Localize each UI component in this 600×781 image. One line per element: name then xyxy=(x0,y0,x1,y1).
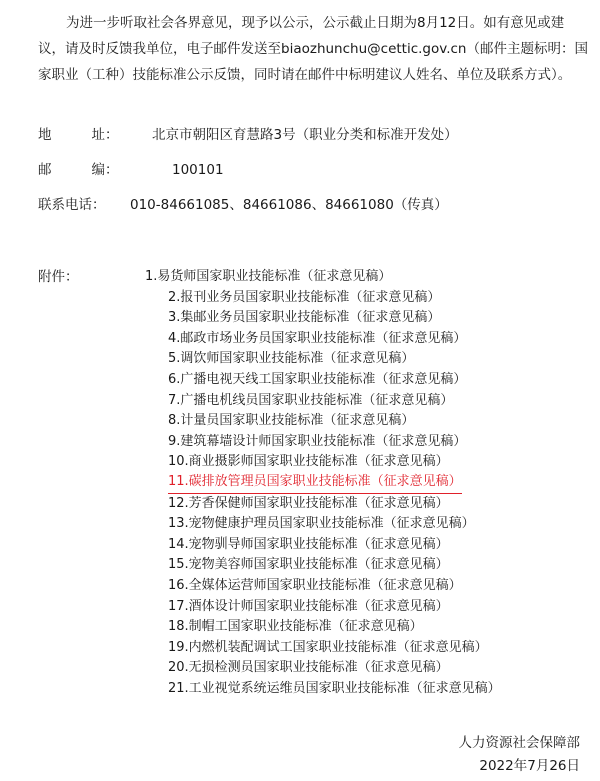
postcode-label xyxy=(38,159,119,181)
postcode-label-char-1: 邮 xyxy=(38,162,52,178)
address-label xyxy=(38,124,119,146)
attachment-item: 19.内燃机装配调试工国家职业技能标准（征求意见稿） xyxy=(168,639,488,655)
address-label-char-2: 址 xyxy=(91,127,105,143)
attachment-item: 15.宠物美容师国家职业技能标准（征求意见稿） xyxy=(168,557,449,573)
phone-value: 010-84661085、84661086、84661080（传真） xyxy=(130,197,448,213)
issue-date: 2022年7月26日 xyxy=(479,758,580,774)
postcode-label-colon: ： xyxy=(105,162,119,178)
attachment-item: 2.报刊业务员国家职业技能标准（征求意见稿） xyxy=(168,289,441,305)
attachment-item: 8.计量员国家职业技能标准（征求意见稿） xyxy=(168,413,415,429)
attachment-item: 14.宠物驯导师国家职业技能标准（征求意见稿） xyxy=(168,536,449,552)
contact-postcode xyxy=(38,159,338,181)
address-label-colon: ： xyxy=(105,127,119,143)
attachment-item-highlighted: 11.碳排放管理员国家职业技能标准（征求意见稿） xyxy=(168,472,462,494)
attachment-item: 21.工业视觉系统运维员国家职业技能标准（征求意见稿） xyxy=(168,681,501,696)
attachment-item: 12.芳香保健师国家职业技能标准（征求意见稿） xyxy=(168,495,449,511)
postcode-label-char-2: 编 xyxy=(91,162,105,178)
issuer-name: 人力资源社会保障部 xyxy=(458,735,580,751)
attachment-item: 10.商业摄影师国家职业技能标准（征求意见稿） xyxy=(168,454,449,470)
address-label-char-1: 地 xyxy=(38,127,52,143)
attachment-item: 17.酒体设计师国家职业技能标准（征求意见稿） xyxy=(168,598,449,614)
attachment-item: 3.集邮业务员国家职业技能标准（征求意见稿） xyxy=(168,310,441,326)
phone-label: 联系电话： xyxy=(38,197,106,213)
attachment-item: 13.宠物健康护理员国家职业技能标准（征求意见稿） xyxy=(168,516,475,532)
postcode-value: 100101 xyxy=(172,162,224,178)
attachment-item: 20.无损检测员国家职业技能标准（征求意见稿） xyxy=(168,660,449,676)
attachments-label: 附件： xyxy=(38,269,79,285)
attachment-item: 7.广播电机线员国家职业技能标准（征求意见稿） xyxy=(168,392,454,408)
address-value: 北京市朝阳区育慧路3号（职业分类和标准开发处） xyxy=(152,127,458,143)
attachment-item: 16.全媒体运营师国家职业技能标准（征求意见稿） xyxy=(168,578,462,593)
contact-phone xyxy=(38,194,590,216)
attachment-item: 5.调饮师国家职业技能标准（征求意见稿） xyxy=(168,351,415,367)
attachment-item: 1.易货师国家职业技能标准（征求意见稿） xyxy=(145,269,392,284)
attachment-item: 18.制帽工国家职业技能标准（征求意见稿） xyxy=(168,619,423,635)
intro-paragraph: 为进一步听取社会各界意见，现予以公示，公示截止日期为8月12日。如有意见或建议，请及时反馈我单位，电子邮件发送至biaozhunchu@cettic.gov.cn（邮件主题标明：国家职业（工种）技能标准公示反馈，同时请在邮件中标明建议人姓名、单位及联系方式）。 xyxy=(38,15,588,83)
contact-address xyxy=(38,124,590,146)
attachment-item: 9.建筑幕墙设计师国家职业技能标准（征求意见稿） xyxy=(168,433,467,449)
attachment-item: 4.邮政市场业务员国家职业技能标准（征求意见稿） xyxy=(168,330,467,346)
attachment-item: 6.广播电视天线工国家职业技能标准（征求意见稿） xyxy=(168,372,467,387)
